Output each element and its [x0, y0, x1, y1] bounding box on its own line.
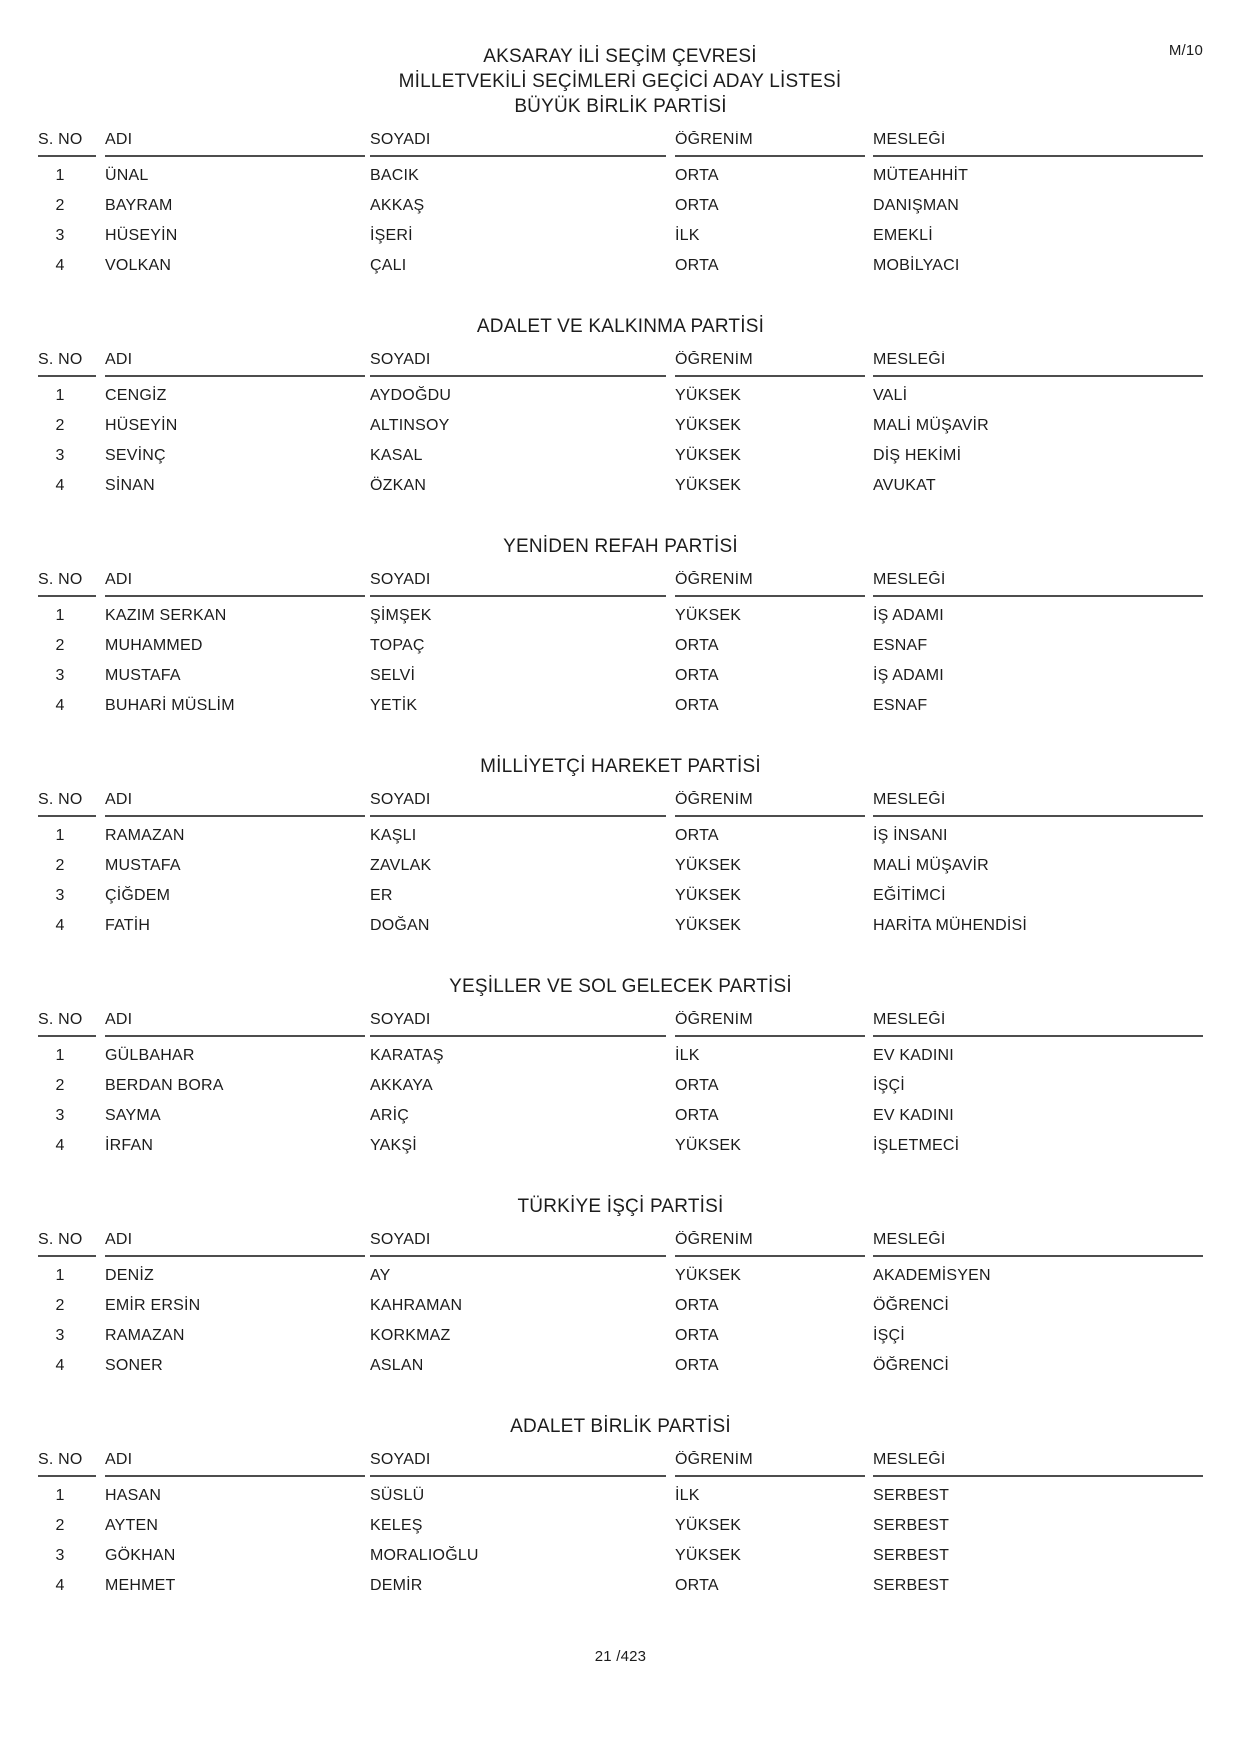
- column-header-adi: ADI: [105, 571, 365, 597]
- cell-sno: 4: [55, 917, 65, 934]
- party-title: YEŞİLLER VE SOL GELECEK PARTİSİ: [449, 976, 792, 997]
- cell-ogrenim: ORTA: [675, 167, 719, 184]
- cell-adi: MUSTAFA: [105, 667, 181, 684]
- cell-meslegi: İŞÇİ: [873, 1077, 905, 1094]
- party-section: [38, 1194, 1203, 1381]
- cell-adi: DENİZ: [105, 1267, 154, 1284]
- cell-soyadi: DEMİR: [370, 1577, 423, 1594]
- cell-soyadi: KARATAŞ: [370, 1047, 444, 1064]
- table-rows: [38, 1481, 1203, 1601]
- table-row: [38, 1541, 1203, 1571]
- cell-ogrenim: İLK: [675, 1487, 700, 1504]
- cell-soyadi: ÖZKAN: [370, 477, 427, 494]
- column-header-soyadi: SOYADI: [370, 131, 666, 157]
- party-title: TÜRKİYE İŞÇİ PARTİSİ: [517, 1196, 724, 1217]
- party-section: [38, 314, 1203, 501]
- column-header-meslegi: MESLEĞİ: [873, 1011, 1203, 1037]
- sections: [0, 94, 1240, 1601]
- cell-meslegi: MALİ MÜŞAVİR: [873, 417, 989, 434]
- cell-sno: 3: [55, 1107, 65, 1124]
- table-row: [38, 1261, 1203, 1291]
- cell-adi: HASAN: [105, 1487, 162, 1504]
- cell-sno: 3: [55, 227, 65, 244]
- column-header-soyadi: SOYADI: [370, 1231, 666, 1257]
- table-row: [38, 221, 1203, 251]
- table-rows: [38, 1261, 1203, 1381]
- table-row: [38, 821, 1203, 851]
- cell-adi: MUSTAFA: [105, 857, 181, 874]
- table-row: [38, 381, 1203, 411]
- cell-sno: 1: [55, 1047, 65, 1064]
- cell-ogrenim: ORTA: [675, 697, 719, 714]
- cell-adi: SEVİNÇ: [105, 447, 166, 464]
- cell-adi: MEHMET: [105, 1577, 176, 1594]
- cell-soyadi: ZAVLAK: [370, 857, 432, 874]
- cell-ogrenim: ORTA: [675, 1297, 719, 1314]
- cell-adi: RAMAZAN: [105, 1327, 185, 1344]
- cell-ogrenim: ORTA: [675, 257, 719, 274]
- cell-ogrenim: YÜKSEK: [675, 447, 742, 464]
- cell-soyadi: SELVİ: [370, 667, 416, 684]
- column-header-sno: S. NO: [38, 571, 96, 597]
- cell-meslegi: MOBİLYACI: [873, 257, 960, 274]
- cell-soyadi: ÇALI: [370, 257, 407, 274]
- cell-sno: 3: [55, 447, 65, 464]
- table-row: [38, 1101, 1203, 1131]
- table-row: [38, 1511, 1203, 1541]
- party-title: ADALET BİRLİK PARTİSİ: [510, 1416, 731, 1437]
- cell-meslegi: HARİTA MÜHENDİSİ: [873, 917, 1028, 934]
- cell-meslegi: MÜTEAHHİT: [873, 167, 969, 184]
- cell-sno: 3: [55, 1327, 65, 1344]
- cell-adi: EMİR ERSİN: [105, 1297, 201, 1314]
- cell-ogrenim: YÜKSEK: [675, 607, 742, 624]
- cell-meslegi: ÖĞRENCİ: [873, 1357, 950, 1374]
- table-row: [38, 601, 1203, 631]
- column-header-sno: S. NO: [38, 351, 96, 377]
- cell-adi: VOLKAN: [105, 257, 172, 274]
- column-header-ogrenim: ÖĞRENİM: [675, 791, 865, 817]
- party-title: MİLLİYETÇİ HAREKET PARTİSİ: [480, 756, 761, 777]
- cell-sno: 2: [55, 417, 65, 434]
- cell-meslegi: EV KADINI: [873, 1047, 954, 1064]
- column-header-soyadi: SOYADI: [370, 1451, 666, 1477]
- cell-adi: SONER: [105, 1357, 163, 1374]
- party-title: ADALET VE KALKINMA PARTİSİ: [476, 316, 765, 337]
- column-header-soyadi: SOYADI: [370, 351, 666, 377]
- cell-ogrenim: İLK: [675, 227, 700, 244]
- cell-adi: GÖKHAN: [105, 1547, 176, 1564]
- cell-meslegi: EV KADINI: [873, 1107, 954, 1124]
- table-header-row: [38, 351, 1203, 377]
- cell-meslegi: DANIŞMAN: [873, 197, 960, 214]
- column-header-ogrenim: ÖĞRENİM: [675, 351, 865, 377]
- column-header-meslegi: MESLEĞİ: [873, 1451, 1203, 1477]
- cell-soyadi: MORALIOĞLU: [370, 1547, 479, 1564]
- cell-meslegi: SERBEST: [873, 1487, 950, 1504]
- table-row: [38, 881, 1203, 911]
- cell-meslegi: DİŞ HEKİMİ: [873, 447, 962, 464]
- cell-adi: BERDAN BORA: [105, 1077, 224, 1094]
- cell-meslegi: İŞ İNSANI: [873, 827, 948, 844]
- cell-sno: 2: [55, 1297, 65, 1314]
- cell-ogrenim: ORTA: [675, 1327, 719, 1344]
- cell-meslegi: AKADEMİSYEN: [873, 1267, 991, 1284]
- column-header-meslegi: MESLEĞİ: [873, 791, 1203, 817]
- table-rows: [38, 821, 1203, 941]
- cell-meslegi: ESNAF: [873, 697, 928, 714]
- cell-meslegi: EĞİTİMCİ: [873, 887, 946, 904]
- column-header-ogrenim: ÖĞRENİM: [675, 131, 865, 157]
- document-header: [0, 0, 1240, 94]
- table-header-row: [38, 791, 1203, 817]
- cell-soyadi: İŞERİ: [370, 227, 413, 244]
- cell-sno: 2: [55, 197, 65, 214]
- table-row: [38, 191, 1203, 221]
- party-section: [38, 94, 1203, 281]
- table-row: [38, 851, 1203, 881]
- cell-adi: SİNAN: [105, 477, 155, 494]
- column-header-ogrenim: ÖĞRENİM: [675, 1011, 865, 1037]
- cell-soyadi: ŞİMŞEK: [370, 607, 432, 624]
- cell-sno: 2: [55, 1077, 65, 1094]
- table-row: [38, 1351, 1203, 1381]
- column-header-ogrenim: ÖĞRENİM: [675, 571, 865, 597]
- cell-ogrenim: YÜKSEK: [675, 1517, 742, 1534]
- table-row: [38, 1571, 1203, 1601]
- cell-ogrenim: ORTA: [675, 1577, 719, 1594]
- cell-ogrenim: YÜKSEK: [675, 857, 742, 874]
- page-number: 21 /423: [594, 1648, 647, 1665]
- cell-adi: İRFAN: [105, 1137, 154, 1154]
- table-row: [38, 411, 1203, 441]
- cell-sno: 4: [55, 697, 65, 714]
- cell-sno: 1: [55, 167, 65, 184]
- column-header-sno: S. NO: [38, 1231, 96, 1257]
- corner-label: M/10: [1168, 42, 1203, 59]
- cell-adi: ÇİĞDEM: [105, 887, 171, 904]
- cell-meslegi: İŞÇİ: [873, 1327, 905, 1344]
- cell-ogrenim: ORTA: [675, 197, 719, 214]
- cell-ogrenim: YÜKSEK: [675, 887, 742, 904]
- cell-soyadi: ASLAN: [370, 1357, 424, 1374]
- cell-soyadi: KASAL: [370, 447, 423, 464]
- cell-ogrenim: ORTA: [675, 1077, 719, 1094]
- cell-meslegi: İŞ ADAMI: [873, 607, 944, 624]
- cell-ogrenim: YÜKSEK: [675, 1137, 742, 1154]
- column-header-meslegi: MESLEĞİ: [873, 1231, 1203, 1257]
- table-row: [38, 1041, 1203, 1071]
- cell-soyadi: SÜSLÜ: [370, 1487, 425, 1504]
- table-header-row: [38, 571, 1203, 597]
- table-row: [38, 1481, 1203, 1511]
- table-rows: [38, 1041, 1203, 1161]
- column-header-soyadi: SOYADI: [370, 1011, 666, 1037]
- column-header-adi: ADI: [105, 131, 365, 157]
- cell-soyadi: AKKAŞ: [370, 197, 425, 214]
- cell-sno: 3: [55, 1547, 65, 1564]
- table-row: [38, 1321, 1203, 1351]
- table-header-row: [38, 1231, 1203, 1257]
- cell-ogrenim: ORTA: [675, 827, 719, 844]
- cell-meslegi: ESNAF: [873, 637, 928, 654]
- cell-soyadi: YETİK: [370, 697, 418, 714]
- cell-adi: SAYMA: [105, 1107, 161, 1124]
- column-header-ogrenim: ÖĞRENİM: [675, 1231, 865, 1257]
- cell-adi: MUHAMMED: [105, 637, 203, 654]
- cell-sno: 1: [55, 607, 65, 624]
- cell-soyadi: DOĞAN: [370, 917, 430, 934]
- column-header-adi: ADI: [105, 1011, 365, 1037]
- cell-soyadi: ALTINSOY: [370, 417, 450, 434]
- table-rows: [38, 381, 1203, 501]
- column-header-sno: S. NO: [38, 1451, 96, 1477]
- cell-ogrenim: ORTA: [675, 637, 719, 654]
- cell-soyadi: KORKMAZ: [370, 1327, 451, 1344]
- column-header-meslegi: MESLEĞİ: [873, 131, 1203, 157]
- table-row: [38, 911, 1203, 941]
- cell-adi: RAMAZAN: [105, 827, 185, 844]
- column-header-adi: ADI: [105, 1231, 365, 1257]
- table-row: [38, 691, 1203, 721]
- cell-ogrenim: YÜKSEK: [675, 387, 742, 404]
- table-row: [38, 471, 1203, 501]
- cell-soyadi: ER: [370, 887, 393, 904]
- table-rows: [38, 601, 1203, 721]
- cell-adi: BUHARİ MÜSLİM: [105, 697, 235, 714]
- cell-sno: 4: [55, 1357, 65, 1374]
- cell-meslegi: MALİ MÜŞAVİR: [873, 857, 989, 874]
- cell-adi: HÜSEYİN: [105, 417, 178, 434]
- cell-soyadi: AY: [370, 1267, 391, 1284]
- cell-soyadi: AYDOĞDU: [370, 387, 452, 404]
- cell-soyadi: KELEŞ: [370, 1517, 423, 1534]
- cell-soyadi: AKKAYA: [370, 1077, 433, 1094]
- cell-adi: HÜSEYİN: [105, 227, 178, 244]
- cell-meslegi: SERBEST: [873, 1547, 950, 1564]
- column-header-adi: ADI: [105, 351, 365, 377]
- column-header-ogrenim: ÖĞRENİM: [675, 1451, 865, 1477]
- cell-soyadi: YAKŞİ: [370, 1137, 417, 1154]
- header-line-list-title: MİLLETVEKİLİ SEÇİMLERİ GEÇİCİ ADAY LİSTESİ: [398, 71, 842, 92]
- cell-meslegi: VALİ: [873, 387, 908, 404]
- cell-soyadi: KAHRAMAN: [370, 1297, 463, 1314]
- cell-soyadi: KAŞLI: [370, 827, 417, 844]
- column-header-meslegi: MESLEĞİ: [873, 351, 1203, 377]
- cell-adi: FATİH: [105, 917, 151, 934]
- cell-ogrenim: YÜKSEK: [675, 1267, 742, 1284]
- table-row: [38, 1131, 1203, 1161]
- table-header-row: [38, 131, 1203, 157]
- cell-sno: 1: [55, 1487, 65, 1504]
- cell-sno: 3: [55, 667, 65, 684]
- cell-sno: 4: [55, 257, 65, 274]
- table-header-row: [38, 1451, 1203, 1477]
- cell-meslegi: AVUKAT: [873, 477, 936, 494]
- cell-ogrenim: ORTA: [675, 667, 719, 684]
- cell-sno: 1: [55, 1267, 65, 1284]
- table-row: [38, 661, 1203, 691]
- table-header-row: [38, 1011, 1203, 1037]
- cell-ogrenim: YÜKSEK: [675, 477, 742, 494]
- table-row: [38, 1291, 1203, 1321]
- cell-ogrenim: ORTA: [675, 1357, 719, 1374]
- table-row: [38, 441, 1203, 471]
- party-section: [38, 974, 1203, 1161]
- column-header-adi: ADI: [105, 791, 365, 817]
- cell-adi: ÜNAL: [105, 167, 149, 184]
- cell-ogrenim: YÜKSEK: [675, 917, 742, 934]
- column-header-sno: S. NO: [38, 131, 96, 157]
- table-row: [38, 1071, 1203, 1101]
- cell-sno: 3: [55, 887, 65, 904]
- column-header-adi: ADI: [105, 1451, 365, 1477]
- cell-ogrenim: YÜKSEK: [675, 1547, 742, 1564]
- cell-meslegi: SERBEST: [873, 1517, 950, 1534]
- cell-soyadi: ARİÇ: [370, 1107, 410, 1124]
- cell-meslegi: ÖĞRENCİ: [873, 1297, 950, 1314]
- cell-adi: CENGİZ: [105, 387, 167, 404]
- column-header-meslegi: MESLEĞİ: [873, 571, 1203, 597]
- column-header-sno: S. NO: [38, 791, 96, 817]
- cell-sno: 2: [55, 857, 65, 874]
- cell-sno: 1: [55, 387, 65, 404]
- cell-sno: 4: [55, 1137, 65, 1154]
- party-title: BÜYÜK BİRLİK PARTİSİ: [514, 96, 727, 117]
- cell-ogrenim: İLK: [675, 1047, 700, 1064]
- party-section: [38, 534, 1203, 721]
- cell-adi: KAZIM SERKAN: [105, 607, 227, 624]
- cell-soyadi: BACIK: [370, 167, 420, 184]
- cell-meslegi: EMEKLİ: [873, 227, 933, 244]
- cell-ogrenim: ORTA: [675, 1107, 719, 1124]
- party-section: [38, 1414, 1203, 1601]
- table-row: [38, 631, 1203, 661]
- header-line-province: AKSARAY İLİ SEÇİM ÇEVRESİ: [483, 46, 757, 67]
- table-rows: [38, 161, 1203, 281]
- cell-meslegi: İŞLETMECİ: [873, 1137, 960, 1154]
- cell-adi: BAYRAM: [105, 197, 173, 214]
- cell-ogrenim: YÜKSEK: [675, 417, 742, 434]
- cell-adi: GÜLBAHAR: [105, 1047, 195, 1064]
- cell-sno: 4: [55, 477, 65, 494]
- table-row: [38, 161, 1203, 191]
- cell-sno: 2: [55, 637, 65, 654]
- cell-meslegi: İŞ ADAMI: [873, 667, 944, 684]
- cell-sno: 1: [55, 827, 65, 844]
- party-title: YENİDEN REFAH PARTİSİ: [503, 536, 738, 557]
- cell-adi: AYTEN: [105, 1517, 159, 1534]
- column-header-sno: S. NO: [38, 1011, 96, 1037]
- column-header-soyadi: SOYADI: [370, 571, 666, 597]
- cell-meslegi: SERBEST: [873, 1577, 950, 1594]
- cell-sno: 4: [55, 1577, 65, 1594]
- cell-soyadi: TOPAÇ: [370, 637, 425, 654]
- column-header-soyadi: SOYADI: [370, 791, 666, 817]
- cell-sno: 2: [55, 1517, 65, 1534]
- table-row: [38, 251, 1203, 281]
- party-section: [38, 754, 1203, 941]
